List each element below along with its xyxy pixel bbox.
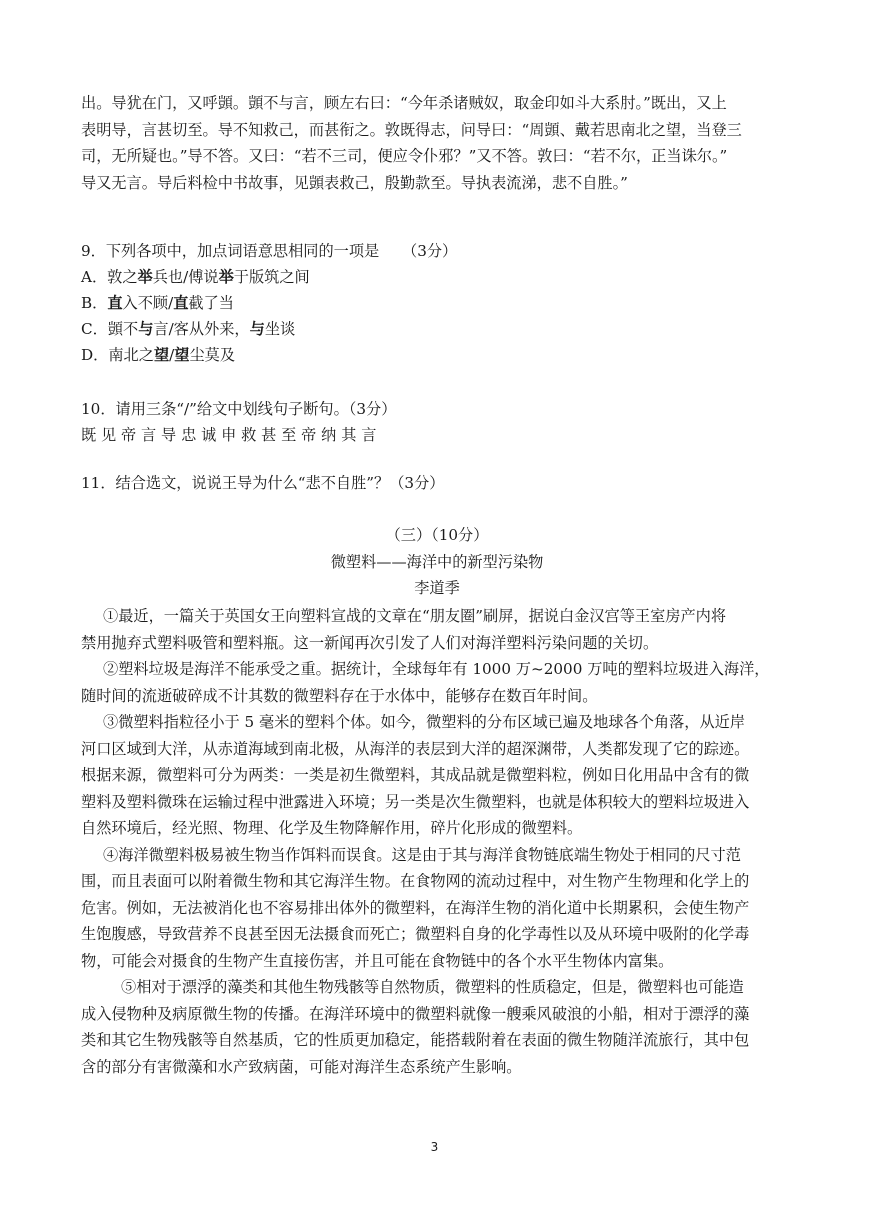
dotted-word: 直: [107, 294, 123, 312]
paragraph-line: ③微塑料指粒径小于 5 毫米的塑料个体。如今，微塑料的分布区域已遍及地球各个角落，从近岸: [103, 713, 746, 731]
paragraph-line: 含的部分有害微藻和水产致病菌，可能对海洋生态系统产生影响。: [81, 1057, 522, 1076]
paragraph-line: 生饱腹感，导致营养不良甚至因无法摄食而死亡；微塑料自身的化学毒性以及从环境中吸附的化学毒: [81, 925, 750, 943]
question-11: [81, 470, 793, 496]
option-text: 截了当: [188, 294, 234, 312]
article-author: 李道季: [414, 579, 460, 597]
paragraph-line: 塑料及塑料微珠在运输过程中泄露进入环境；另一类是次生微塑料，也就是体积较大的塑料垃圾进入: [81, 792, 750, 811]
paragraph-line: 随时间的流逝破碎成不计其数的微塑料存在于水体中，能够存在数百年时间。: [81, 686, 598, 705]
paragraph-4: [81, 842, 793, 975]
paragraph-line: 成入侵物种及病原微生物的传播。在海洋环境中的微塑料就像一艘乘风破浪的小船，相对于漂浮的藻: [81, 1004, 750, 1023]
passage-line: 司，无所疑也。”导不答。又曰：“若不三司，便应令仆邪？”又不答。敦曰：“若不尔，正当诛尔。”: [81, 147, 728, 165]
article-body: [81, 603, 793, 1080]
dotted-word: 与: [138, 320, 154, 338]
paragraph-line: 围，而且表面可以附着微生物和其它海洋生物。在食物网的流动过程中，对生物产生物理和化学上的: [81, 872, 750, 890]
option-text: /: [169, 346, 175, 364]
paragraph-line: ①最近，一篇关于英国女王向塑料宣战的文章在“朋友圈”刷屏，据说白金汉宫等王室房产内将: [103, 607, 727, 625]
option-text: 入不顾/: [122, 294, 174, 312]
dotted-word: 举: [218, 268, 234, 286]
question-10: [81, 396, 793, 448]
paragraph-line: 自然环境后，经光照、物理、化学及生物降解作用，碎片化形成的微塑料。: [81, 819, 583, 837]
classical-passage: [81, 90, 793, 196]
passage-line: 导又无言。导后料检中书故事，见顗表救己，殷勤款至。导执表流涕，悲不自胜。”: [81, 173, 628, 192]
option-text: 尘莫及: [189, 346, 235, 364]
option-text: D．南北之: [81, 346, 154, 364]
dotted-word: 望: [174, 346, 190, 364]
paragraph-line: 类和其它生物残骸等自然基质，它的性质更加稳定，能搭载附着在表面的微生物随洋流旅行，其中包: [81, 1031, 750, 1049]
option-text: 坐谈: [264, 320, 296, 338]
paragraph-line: 危害。例如，无法被消化也不容易排出体外的微塑料，在海洋生物的消化道中长期累积，会使生物产: [81, 898, 750, 917]
paragraph-line: ④海洋微塑料极易被生物当作饵料而误食。这是由于其与海洋食物链底端生物处于相同的尺寸范: [103, 845, 741, 864]
option-text: 于版筑之间: [233, 268, 310, 286]
option-text: B．: [81, 294, 108, 312]
section-heading: （三）（10分）: [385, 526, 489, 544]
paragraph-1: [81, 603, 793, 656]
paragraph-3: [81, 709, 793, 842]
option-text: C．顗不: [81, 320, 139, 338]
paragraph-2: [81, 656, 793, 709]
paragraph-line: 禁用抛弃式塑料吸管和塑料瓶。这一新闻再次引发了人们对海洋塑料污染问题的关切。: [81, 633, 659, 652]
option-b: [81, 290, 793, 316]
paragraph-line: 河口区域到大洋，从赤道海域到南北极，从海洋的表层到大洋的超深渊带，人类都发现了它的踪迹。: [81, 739, 750, 758]
question-10-sentence: 既 见 帝 言 导 忠 诚 申 救 甚 至 帝 纳 其 言: [81, 426, 377, 444]
question-9-stem: 9．下列各项中，加点词语意思相同的一项是 （3分）: [81, 242, 458, 260]
dotted-word: 与: [249, 320, 265, 338]
passage-line: 出。导犹在门，又呼顗。顗不与言，顾左右曰：“今年杀诸贼奴，取金印如斗大系肘。”既出，又上: [81, 94, 727, 112]
dotted-word: 直: [173, 294, 189, 312]
option-c: [81, 316, 793, 342]
option-text: 言/客从外来，: [153, 320, 250, 338]
option-a: [81, 264, 793, 290]
paragraph-line: 根据来源，微塑料可分为两类：一类是初生微塑料，其成品就是微塑料粒，例如日化用品中含有的微: [81, 766, 750, 784]
option-d: [81, 342, 793, 368]
question-11-stem: 11．结合选文，说说王导为什么“悲不自胜”？（3分）: [81, 474, 445, 492]
page-number: 3: [430, 1140, 439, 1154]
dotted-word: 举: [137, 268, 153, 286]
option-text: 兵也/傅说: [152, 268, 219, 286]
question-10-stem: 10．请用三条“/”给文中划线句子断句。（3分）: [81, 400, 397, 418]
paragraph-line: 物，可能会对摄食的生物产生直接伤害，并且可能在食物链中的各个水平生物体内富集。: [81, 951, 674, 970]
question-9: [81, 238, 793, 368]
dotted-word: 望: [153, 346, 170, 364]
passage-line: 表明导，言甚切至。导不知救己，而甚衔之。敦既得志，问导曰：“周顗、戴若思南北之望，当登三: [81, 120, 742, 139]
section-3-header: [81, 522, 793, 602]
option-text: A．敦之: [81, 268, 138, 286]
paragraph-line: ⑤相对于漂浮的藻类和其他生物残骸等自然物质，微塑料的性质稳定，但是，微塑料也可能造: [121, 978, 744, 996]
paragraph-line: ②塑料垃圾是海洋不能承受之重。据统计，全球每年有 1000 万~2000 万吨的塑料垃圾进入海洋，: [103, 660, 770, 678]
article-title: 微塑料——海洋中的新型污染物: [330, 552, 544, 571]
paragraph-5: [81, 974, 793, 1080]
